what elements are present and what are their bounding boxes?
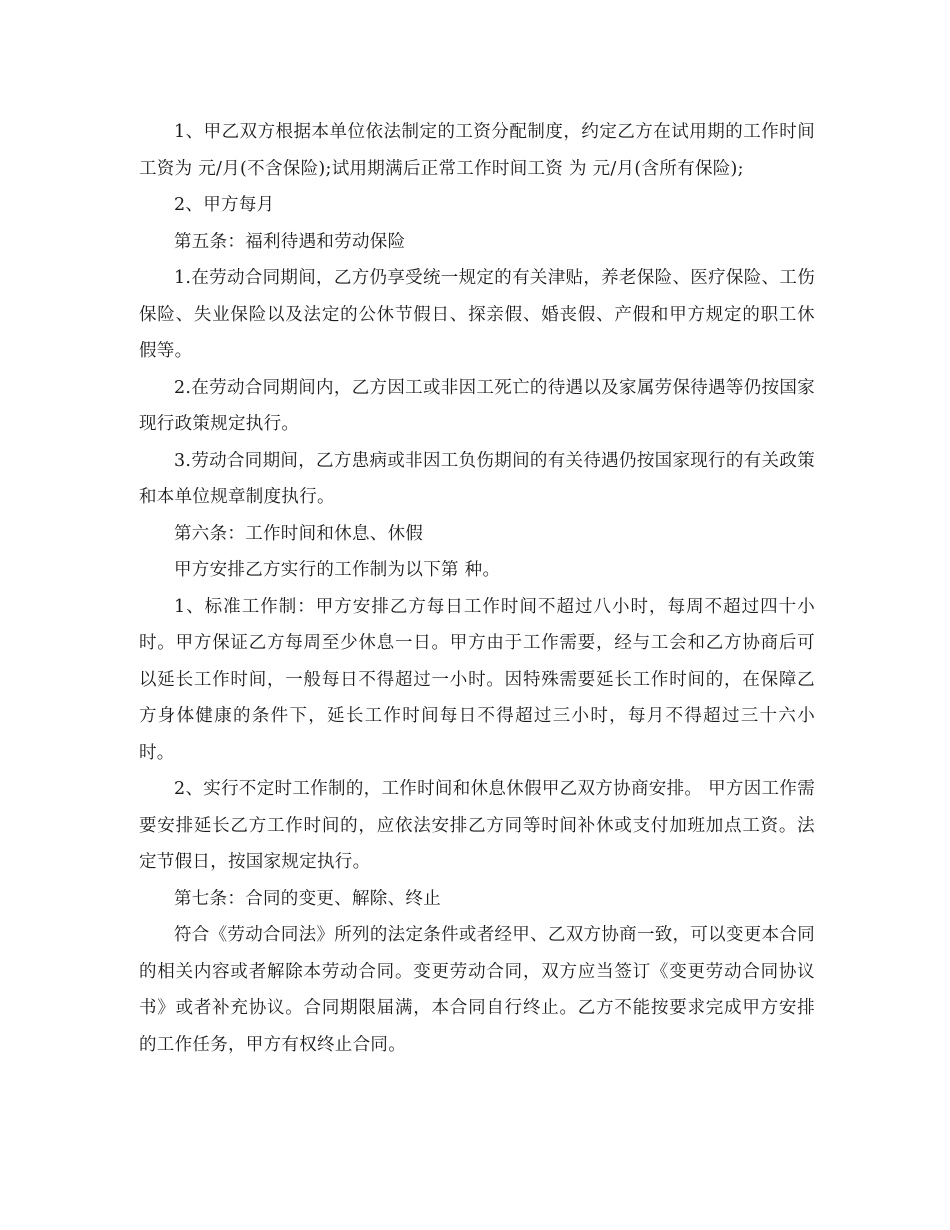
section-heading-article-5: 第五条：福利待遇和劳动保险	[174, 231, 406, 252]
paragraph-probation-wage: 1、甲乙双方根据本单位依法制定的工资分配制度，约定乙方在试用期的工作时间工资为 元/月(不含保险);试用期满后正常工作时间工资 为 元/月(含所有保险);	[139, 122, 815, 179]
paragraph-monthly-payment: 2、甲方每月	[174, 195, 275, 215]
paragraph-benefits-3: 3.劳动合同期间，乙方患病或非因工负伤期间的有关待遇仍按国家现行的有关政策和本单位规章制度执行。	[139, 450, 815, 507]
paragraph-flexible-hours: 2、实行不定时工作制的，工作时间和休息休假甲乙双方协商安排。 甲方因工作需要安排延长乙方工作时间的，应依法安排乙方同等时间补休或支付加班加点工资。法定节假日，按国家规定执行。	[139, 779, 815, 872]
section-heading-article-6: 第六条：工作时间和休息、休假	[174, 523, 424, 544]
paragraph-benefits-2: 2.在劳动合同期间内，乙方因工或非因工死亡的待遇以及家属劳保待遇等仍按国家现行政策规定执行。	[139, 377, 815, 434]
paragraph-contract-changes: 符合《劳动合同法》所列的法定条件或者经甲、乙双方协商一致，可以变更本合同的相关内容或者解除本劳动合同。变更劳动合同，双方应当签订《变更劳动合同协议书》或者补充协议。合同期限届满，本合同自行终止。乙方不能按要求完成甲方安排的工作任务，甲方有权终止合同。	[139, 925, 815, 1055]
paragraph-work-system: 甲方安排乙方实行的工作制为以下第 种。	[174, 560, 501, 580]
paragraph-standard-hours: 1、标准工作制：甲方安排乙方每日工作时间不超过八小时，每周不超过四十小时。甲方保证乙方每周至少休息一日。甲方由于工作需要，经与工会和乙方协商后可以延长工作时间，一般每日不得超过一小时。因特殊需要延长工作时间的，在保障乙方身体健康的条件下，延长工作时间每日不得超过三小时，每月不得超过三十六小时。	[139, 596, 815, 763]
paragraph-benefits-1: 1.在劳动合同期间，乙方仍享受统一规定的有关津贴，养老保险、医疗保险、工伤保险、失业保险以及法定的公休节假日、探亲假、婚丧假、产假和甲方规定的职工休假等。	[139, 268, 815, 361]
section-heading-article-7: 第七条：合同的变更、解除、终止	[174, 888, 441, 909]
document-page	[139, 114, 815, 1063]
